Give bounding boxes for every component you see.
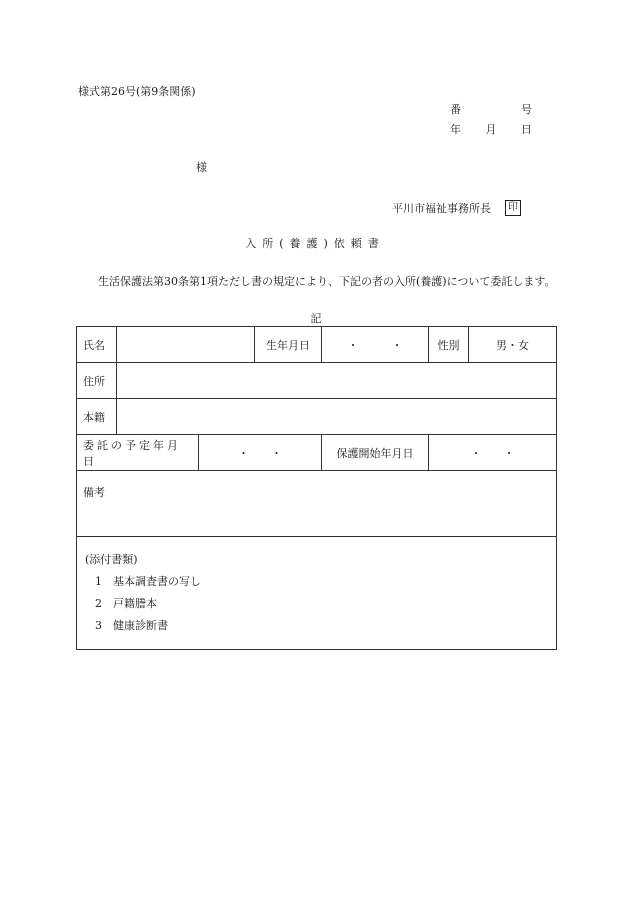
remarks-row	[77, 471, 557, 537]
attachment-text: 戸籍謄本	[113, 597, 157, 610]
attachments-title: (添付書類)	[85, 553, 138, 566]
address-row	[77, 363, 557, 399]
name-row	[77, 327, 557, 363]
start-date-label: 保護開始年月日	[322, 435, 429, 471]
attachment-text: 健康診断書	[113, 619, 168, 632]
reference-year: 年	[450, 123, 461, 136]
birthdate-field[interactable]: ・ ・	[322, 327, 429, 363]
attachment-number: 1	[95, 575, 102, 588]
form-number: 様式第26号(第9条関係)	[78, 85, 196, 98]
ki-heading: 記	[310, 312, 322, 325]
document-title: 入所(養護)依頼書	[245, 237, 385, 250]
addressee: 様	[196, 161, 207, 174]
name-label: 氏名	[77, 327, 117, 363]
attachment-item	[85, 593, 548, 615]
attachment-text: 基本調査書の写し	[113, 575, 201, 588]
attachment-number: 3	[95, 619, 102, 632]
request-form-table	[76, 326, 557, 650]
name-field[interactable]	[117, 327, 255, 363]
reference-month: 月	[485, 123, 497, 136]
reference-number-line	[450, 104, 532, 115]
birthdate-label: 生年月日	[255, 327, 322, 363]
gender-label: 性別	[429, 327, 469, 363]
gender-field[interactable]: 男・女	[469, 327, 557, 363]
attachment-number: 2	[95, 597, 102, 610]
domicile-label: 本籍	[77, 399, 117, 435]
reference-day: 日	[521, 123, 532, 136]
reference-number-suffix: 号	[521, 103, 532, 116]
seal-stamp: 印	[505, 200, 521, 216]
domicile-row	[77, 399, 557, 435]
attachment-item	[85, 615, 548, 637]
dates-row	[77, 435, 557, 471]
remarks-label: 備考	[83, 486, 105, 499]
remarks-field[interactable]	[77, 471, 557, 537]
domicile-field[interactable]	[117, 399, 557, 435]
attachment-item	[85, 571, 548, 593]
body-text: 生活保護法第30条第1項ただし書の規定により、下記の者の入所(養護)について委託します。	[98, 275, 556, 288]
reference-date-line	[450, 124, 532, 135]
start-date-field[interactable]: ・ ・	[429, 435, 557, 471]
address-field[interactable]	[117, 363, 557, 399]
scheduled-date-field[interactable]: ・ ・	[199, 435, 322, 471]
sender	[392, 200, 521, 216]
sender-name: 平川市福祉事務所長	[392, 201, 491, 215]
attachments-section	[77, 537, 557, 650]
attachments-row	[77, 537, 557, 650]
scheduled-date-label: 委託の予定年月日	[77, 435, 199, 471]
address-label: 住所	[77, 363, 117, 399]
reference-number-label: 番	[450, 103, 461, 116]
